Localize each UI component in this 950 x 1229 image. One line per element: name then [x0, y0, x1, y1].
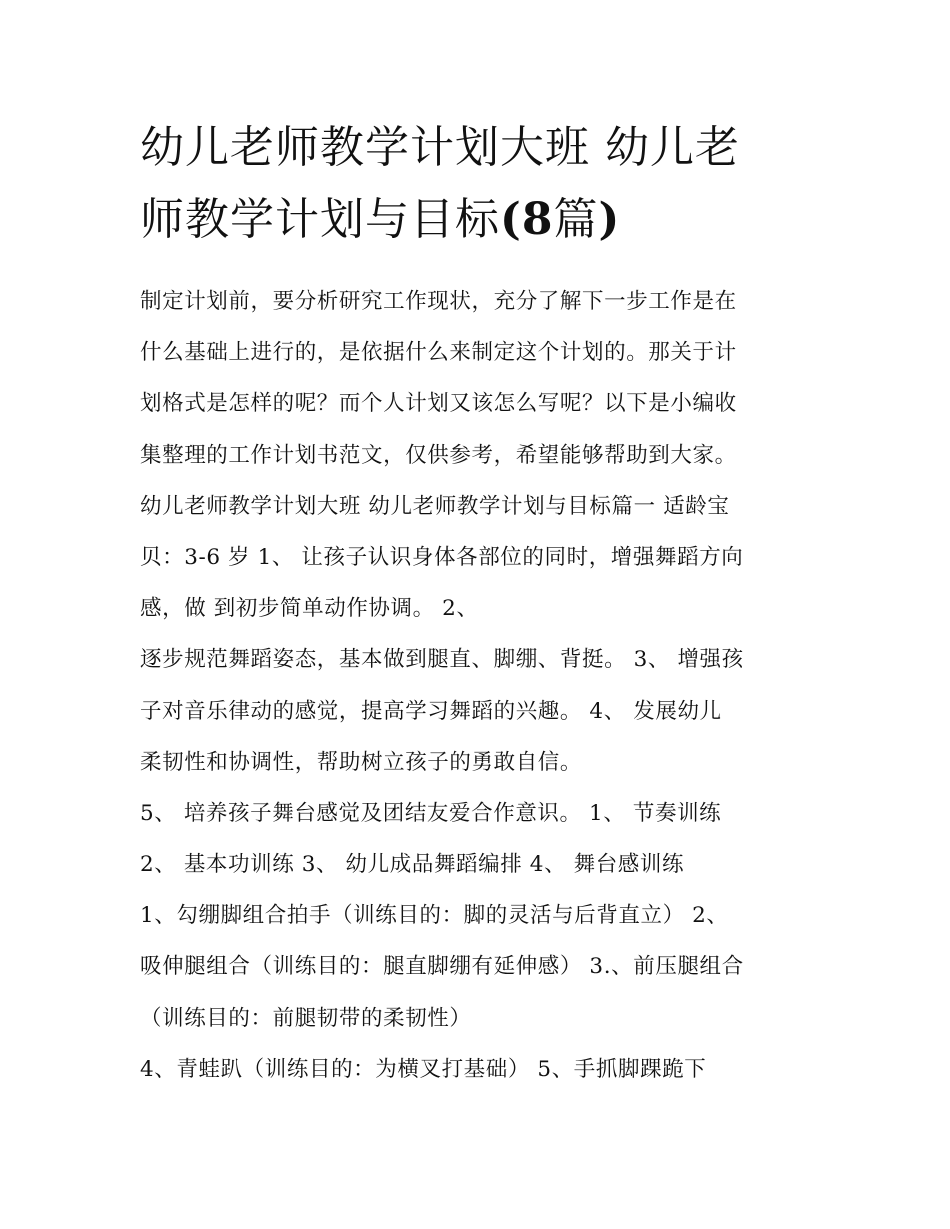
body-line: 集整理的工作计划书范文，仅供参考，希望能够帮助到大家。 — [140, 442, 737, 468]
body-line: 幼儿老师教学计划大班 幼儿老师教学计划与目标篇一 适龄宝 — [140, 493, 730, 519]
title-line-2-bold: (8 — [500, 194, 554, 245]
body-line: 划格式是怎样的呢？而个人计划又该怎么写呢？以下是小编收 — [140, 391, 737, 417]
document-title — [140, 112, 830, 256]
body-line: 4、青蛙趴（训练目的：为横叉打基础） 5、手抓脚踝跪下 — [140, 1056, 707, 1082]
title-line-1: 幼儿老师教学计划大班 幼儿老 — [140, 122, 740, 173]
title-line-2-text: 师教学计划与目标 — [140, 194, 500, 245]
document-body — [140, 276, 830, 1095]
body-line: 2、 基本功训练 3、 幼儿成品舞蹈编排 4、 舞台感训练 — [140, 852, 685, 878]
body-line: 逐步规范舞蹈姿态，基本做到腿直、脚绷、背挺。 3、 增强孩 — [140, 647, 744, 673]
body-line: 制定计划前，要分析研究工作现状，充分了解下一步工作是在 — [140, 289, 737, 314]
title-line-2-end: ) — [598, 194, 621, 245]
body-line: 柔韧性和协调性，帮助树立孩子的勇敢自信。 — [140, 749, 583, 775]
body-line: （训练目的：前腿韧带的柔韧性） — [140, 1005, 472, 1031]
body-line: 子对音乐律动的感觉，提高学习舞蹈的兴趣。 4、 发展幼儿 — [140, 698, 722, 724]
body-line: 什么基础上进行的，是依据什么来制定这个计划的。那关于计 — [140, 340, 737, 366]
body-line: 感，做 到初步简单动作协调。 2、 — [140, 596, 479, 622]
body-line: 5、 培养孩子舞台感觉及团结友爱合作意识。 1、 节奏训练 — [140, 800, 722, 826]
body-line: 1、勾绷脚组合拍手（训练目的：脚的灵活与后背直立） 2、 — [140, 903, 729, 929]
body-line: 吸伸腿组合（训练目的：腿直脚绷有延伸感） 3.、前压腿组合 — [140, 954, 744, 980]
body-line: 贝：3-6 岁 1、 让孩子认识身体各部位的同时，增强舞蹈方向 — [140, 544, 744, 570]
title-line-2-tail: 篇 — [553, 194, 599, 245]
